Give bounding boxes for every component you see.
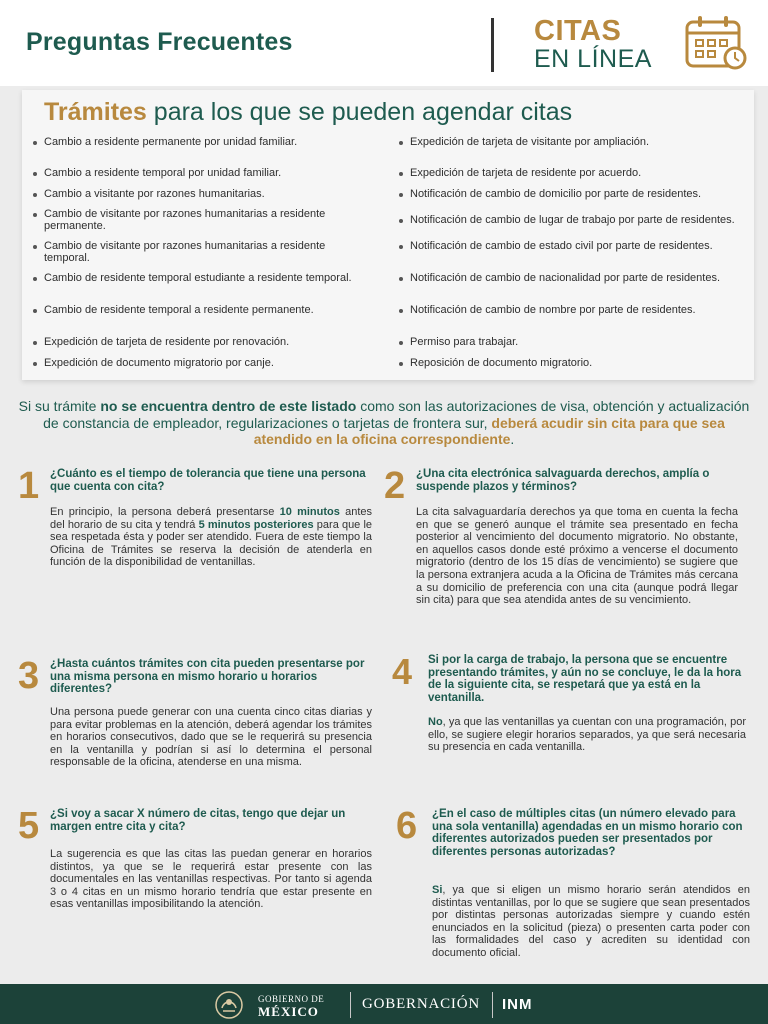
brand-en-linea: EN LÍNEA — [534, 45, 652, 73]
faq-question: ¿Hasta cuántos trámites con cita pueden presentarse por una misma persona en mismo horario u horarios diferentes? — [50, 658, 365, 695]
footer — [0, 984, 768, 1024]
faq-3 — [18, 656, 374, 796]
faq-answer-part: para que le sea respetada ésta y poder ser atendido. Fuera de este tiempo la Oficina de Trámites se reserva la decisión de atenderla en función de la disponibilidad de ventanillas. — [50, 518, 373, 569]
faq-question: Si por la carga de trabajo, la persona que se encuentre presentando trámites, y aún no se concluye, le da la hora de la siguiente cita, se respetará que ya está en la ventanilla. — [428, 654, 742, 704]
faq-1 — [18, 466, 374, 606]
header-divider — [491, 18, 494, 72]
faq-2 — [384, 466, 754, 646]
tramites-title — [44, 98, 734, 127]
tramite-item: Expedición de tarjeta de visitante por ampliación. — [398, 136, 738, 148]
notice-part: . — [510, 431, 515, 447]
tramites-title-rest: para los que se pueden agendar citas — [153, 98, 573, 126]
faq-question: ¿Cuánto es el tiempo de tolerancia que tiene una persona que cuenta con cita? — [50, 468, 366, 493]
tramite-item: Notificación de cambio de domicilio por parte de residentes. — [398, 188, 738, 200]
tramites-title-strong: Trámites — [44, 98, 147, 126]
inm-logo: INM — [502, 996, 533, 1013]
faq-answer-emphasis: Si — [432, 884, 443, 896]
faq-answer: La cita salvaguardaría derechos ya que toma en cuenta la fecha en que se generó aunque el trámite sea presentado en fecha posterior al vencimiento del documento migratorio. No obstante, en aquellos casos donde esté próximo a vencerse el documento migratorio (dentro de los 15 días de vencimiento) se sugiere que la persona extranjera acuda a la Oficina de Trámites más cercana a su domicilio de preferencia con una cita (aunque podrá llegar sin cita) para que sea atendida antes de su vencimiento. — [416, 506, 738, 607]
notice-highlight: deberá acudir sin cita para que sea atendido en la oficina correspondiente — [253, 414, 725, 447]
faq-question: ¿Una cita electrónica salvaguarda derechos, amplía o suspende plazos y términos? — [416, 468, 710, 493]
mexico-seal-icon — [214, 990, 244, 1020]
notice-part: Si su trámite — [18, 398, 101, 414]
tramite-item: Notificación de cambio de nacionalidad por parte de residentes. — [398, 272, 738, 284]
tramite-item: Cambio a visitante por razones humanitarias. — [32, 188, 372, 200]
faq-number: 4 — [392, 651, 413, 692]
faq-answer-emphasis: 10 minutos — [279, 506, 340, 518]
header — [0, 0, 768, 86]
faq-answer — [432, 884, 750, 960]
faq-answer — [50, 506, 372, 569]
faq-question: ¿Si voy a sacar X número de citas, tengo que dejar un margen entre cita y cita? — [50, 808, 346, 833]
gobierno-line1: GOBIERNO DE — [258, 994, 325, 1004]
footer-divider — [492, 992, 493, 1018]
faq-6 — [396, 806, 754, 976]
page-title: Preguntas Frecuentes — [26, 28, 293, 56]
faq-number: 6 — [396, 805, 418, 847]
faq-4 — [392, 652, 754, 772]
faq-answer-emphasis: 5 minutos posteriores — [198, 518, 314, 531]
tramites-card — [22, 90, 754, 380]
tramite-item: Reposición de documento migratorio. — [398, 357, 738, 369]
tramite-item: Notificación de cambio de estado civil por parte de residentes. — [398, 240, 738, 252]
faq-answer-part: , ya que las ventanillas ya cuentan con una programación, por ello, se sugiere elegir horarios separados, ya que será necesaria su presencia en cada ventanilla. — [428, 716, 746, 754]
notice-emphasis: no se encuentra dentro de este listado — [100, 398, 357, 414]
faq-answer: La sugerencia es que las citas las puedan generar en horarios distintos, ya que se le requerirá estar presente con las documentales en las ventanillas respectivas. Por tanto si agenda 3 o 4 citas en un mismo horario tendría que estar presente en esas ventanillas imposibilitando la atención. — [50, 848, 372, 911]
footer-divider — [350, 992, 351, 1018]
faq-question: ¿En el caso de múltiples citas (un número elevado para una sola ventanilla) agendadas en un mismo horario con diferentes autorizados pueden ser presentados por diferentes personas autorizadas? — [432, 808, 743, 858]
tramite-item: Cambio de residente temporal estudiante a residente temporal. — [32, 272, 372, 284]
faq-answer-part: , ya que si eligen un mismo horario serán atendidos en distintas ventanillas, por lo que se sugiere que sean presentados por distintas personas autorizadas siempre y cuando estén enunciados en la solicitud (pieza) o presenten carta poder con las formalidades del caso y acrediten su identidad con documento oficial. — [432, 884, 750, 959]
faq-5 — [18, 806, 374, 936]
tramite-item: Permiso para trabajar. — [398, 336, 738, 348]
brand-citas: CITAS — [534, 15, 622, 47]
tramite-item: Expedición de documento migratorio por canje. — [32, 357, 372, 369]
faq-number: 5 — [18, 805, 40, 847]
faq-answer-part: En principio, la persona deberá presentarse — [50, 506, 280, 518]
gobernacion-logo: GOBERNACIÓN — [362, 996, 480, 1012]
tramite-item: Cambio de visitante por razones humanitarias a residente temporal. — [32, 240, 372, 264]
tramite-item: Notificación de cambio de lugar de trabajo por parte de residentes. — [398, 214, 738, 226]
faq-answer — [428, 716, 746, 754]
tramite-item: Cambio a residente permanente por unidad familiar. — [32, 136, 372, 148]
tramite-item: Notificación de cambio de nombre por parte de residentes. — [398, 304, 738, 316]
tramite-item: Expedición de tarjeta de residente por renovación. — [32, 336, 372, 348]
faq-number: 3 — [18, 655, 40, 697]
gobierno-line2: MÉXICO — [258, 1004, 319, 1019]
faq-answer-part: antes del horario de su cita y tendrá — [50, 506, 373, 531]
tramite-item: Cambio de visitante por razones humanitarias a residente permanente. — [32, 208, 372, 232]
notice-part: como son las autorizaciones de visa, obtención y actualización de constancia de empleador, regularizaciones o tarjetas de frontera sur, — [43, 398, 750, 431]
tramite-item: Cambio a residente temporal por unidad familiar. — [32, 167, 372, 179]
faq-number: 1 — [18, 465, 40, 507]
tramite-item: Cambio de residente temporal a residente permanente. — [32, 304, 372, 316]
calendar-icon — [684, 14, 748, 72]
faq-answer: Una persona puede generar con una cuenta cinco citas diarias y para evitar problemas en la atención, deberá agendar los trámites en horarios consecutivos, dado que se le requerirá su presencia en la ventanilla y podrían si así lo determina el personal responsable de la oficina, atenderse en una misma. — [50, 706, 372, 769]
tramite-item: Expedición de tarjeta de residente por acuerdo. — [398, 167, 738, 179]
notice-text — [14, 398, 754, 448]
faq-answer-emphasis: No — [428, 716, 443, 728]
faq-number: 2 — [384, 465, 406, 507]
